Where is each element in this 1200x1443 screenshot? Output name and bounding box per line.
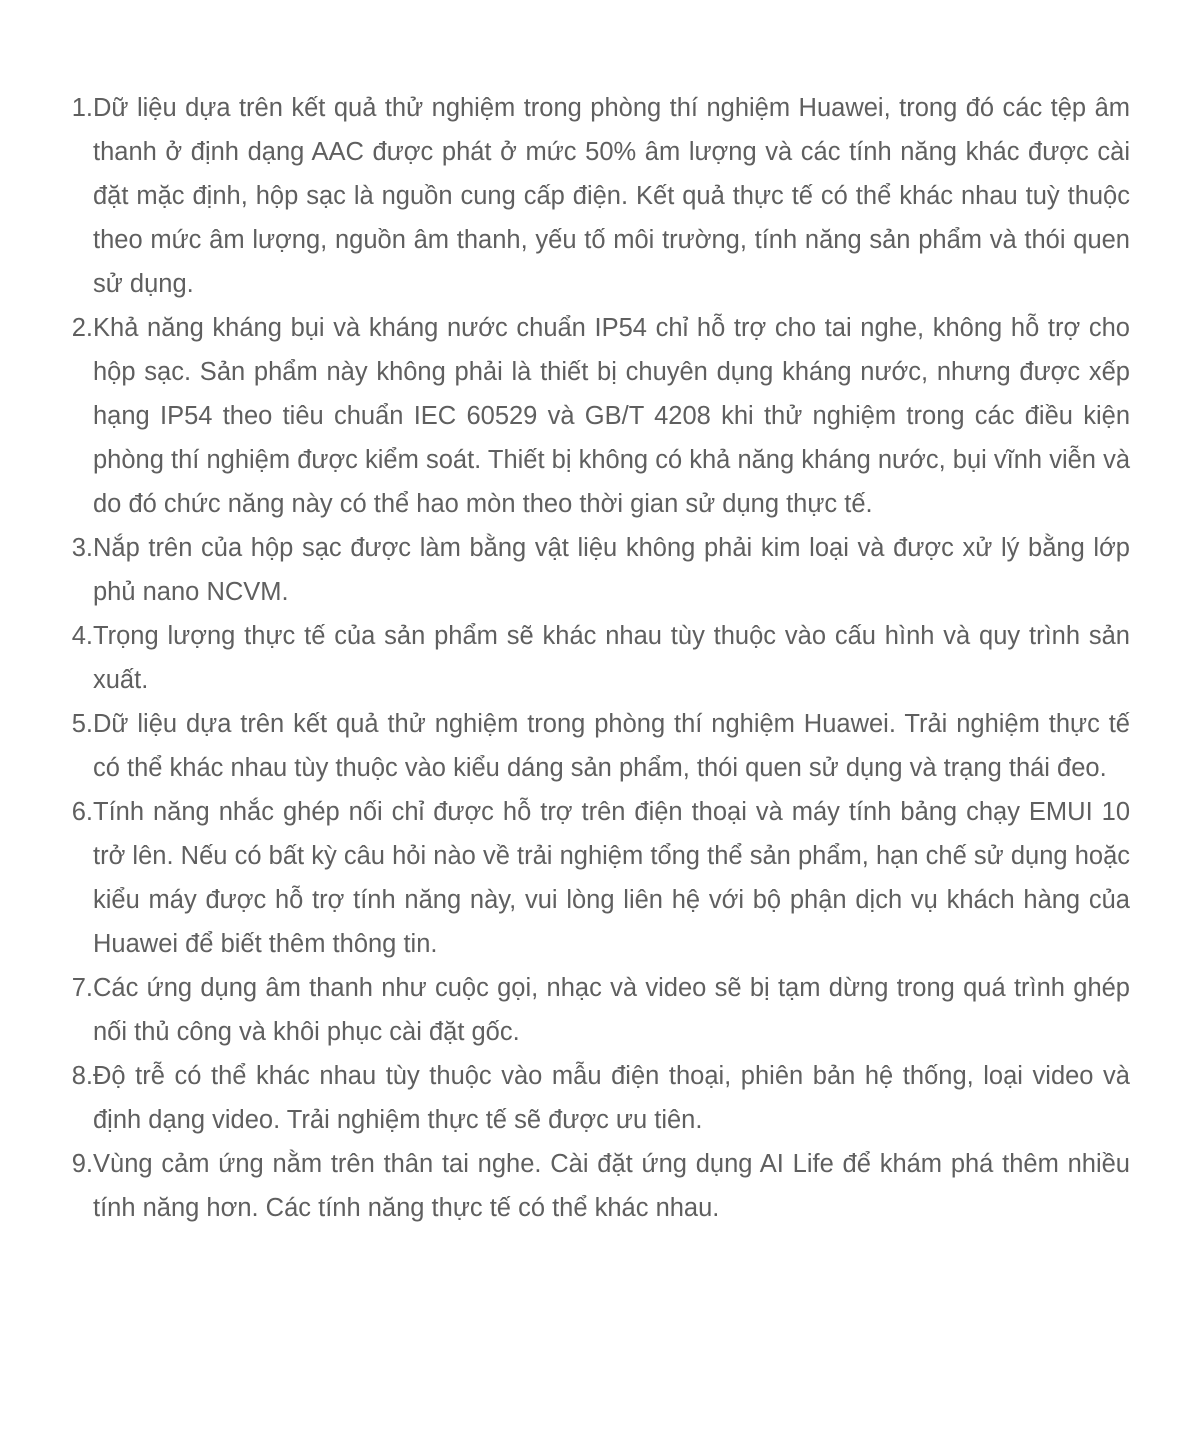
- footnote-text: Các ứng dụng âm thanh như cuộc gọi, nhạc và video sẽ bị tạm dừng trong quá trình ghép nối thủ công và khôi phục cài đặt gốc.: [93, 974, 1130, 1046]
- footnote-number: 9.: [71, 1150, 93, 1178]
- footnote-number: 2.: [71, 314, 93, 342]
- footnote-text: Dữ liệu dựa trên kết quả thử nghiệm trong phòng thí nghiệm Huawei. Trải nghiệm thực tế có thể khác nhau tùy thuộc vào kiểu dáng sản phẩm, thói quen sử dụng và trạng thái đeo.: [93, 710, 1130, 782]
- footnote-number: 1.: [71, 94, 93, 122]
- footnote-item: [56, 86, 1130, 306]
- footnote-number: 5.: [71, 710, 93, 738]
- footnote-text: Trọng lượng thực tế của sản phẩm sẽ khác nhau tùy thuộc vào cấu hình và quy trình sản xuất.: [93, 622, 1130, 694]
- footnote-number: 4.: [71, 622, 93, 650]
- footnote-text: Nắp trên của hộp sạc được làm bằng vật liệu không phải kim loại và được xử lý bằng lớp phủ nano NCVM.: [93, 534, 1130, 606]
- footnote-number: 6.: [71, 798, 93, 826]
- footnote-item: [56, 790, 1130, 966]
- footnote-text: Độ trễ có thể khác nhau tùy thuộc vào mẫu điện thoại, phiên bản hệ thống, loại video và định dạng video. Trải nghiệm thực tế sẽ được ưu tiên.: [93, 1062, 1130, 1134]
- footnote-text: Khả năng kháng bụi và kháng nước chuẩn IP54 chỉ hỗ trợ cho tai nghe, không hỗ trợ cho hộp sạc. Sản phẩm này không phải là thiết bị chuyên dụng kháng nước, nhưng được xếp hạng IP54 theo tiêu chuẩn IEC 60529 và GB/T 4208 khi thử nghiệm trong các điều kiện phòng thí nghiệm được kiểm soát. Thiết bị không có khả năng kháng nước, bụi vĩnh viễn và do đó chức năng này có thể hao mòn theo thời gian sử dụng thực tế.: [93, 314, 1130, 518]
- footnote-item: [56, 1142, 1130, 1230]
- footnote-item: [56, 526, 1130, 614]
- footnote-text: Dữ liệu dựa trên kết quả thử nghiệm trong phòng thí nghiệm Huawei, trong đó các tệp âm thanh ở định dạng AAC được phát ở mức 50% âm lượng và các tính năng khác được cài đặt mặc định, hộp sạc là nguồn cung cấp điện. Kết quả thực tế có thể khác nhau tuỳ thuộc theo mức âm lượng, nguồn âm thanh, yếu tố môi trường, tính năng sản phẩm và thói quen sử dụng.: [93, 94, 1130, 298]
- footnote-item: [56, 702, 1130, 790]
- footnotes-list: [56, 86, 1130, 1230]
- footnote-text: Vùng cảm ứng nằm trên thân tai nghe. Cài đặt ứng dụng AI Life để khám phá thêm nhiều tính năng hơn. Các tính năng thực tế có thể khác nhau.: [93, 1150, 1130, 1222]
- footnote-number: 3.: [71, 534, 93, 562]
- footnote-number: 8.: [71, 1062, 93, 1090]
- footnote-item: [56, 614, 1130, 702]
- footnote-item: [56, 1054, 1130, 1142]
- footnote-item: [56, 306, 1130, 526]
- footnote-item: [56, 966, 1130, 1054]
- footnote-number: 7.: [71, 974, 93, 1002]
- footnote-text: Tính năng nhắc ghép nối chỉ được hỗ trợ trên điện thoại và máy tính bảng chạy EMUI 10 trở lên. Nếu có bất kỳ câu hỏi nào về trải nghiệm tổng thể sản phẩm, hạn chế sử dụng hoặc kiểu máy được hỗ trợ tính năng này, vui lòng liên hệ với bộ phận dịch vụ khách hàng của Huawei để biết thêm thông tin.: [93, 798, 1130, 958]
